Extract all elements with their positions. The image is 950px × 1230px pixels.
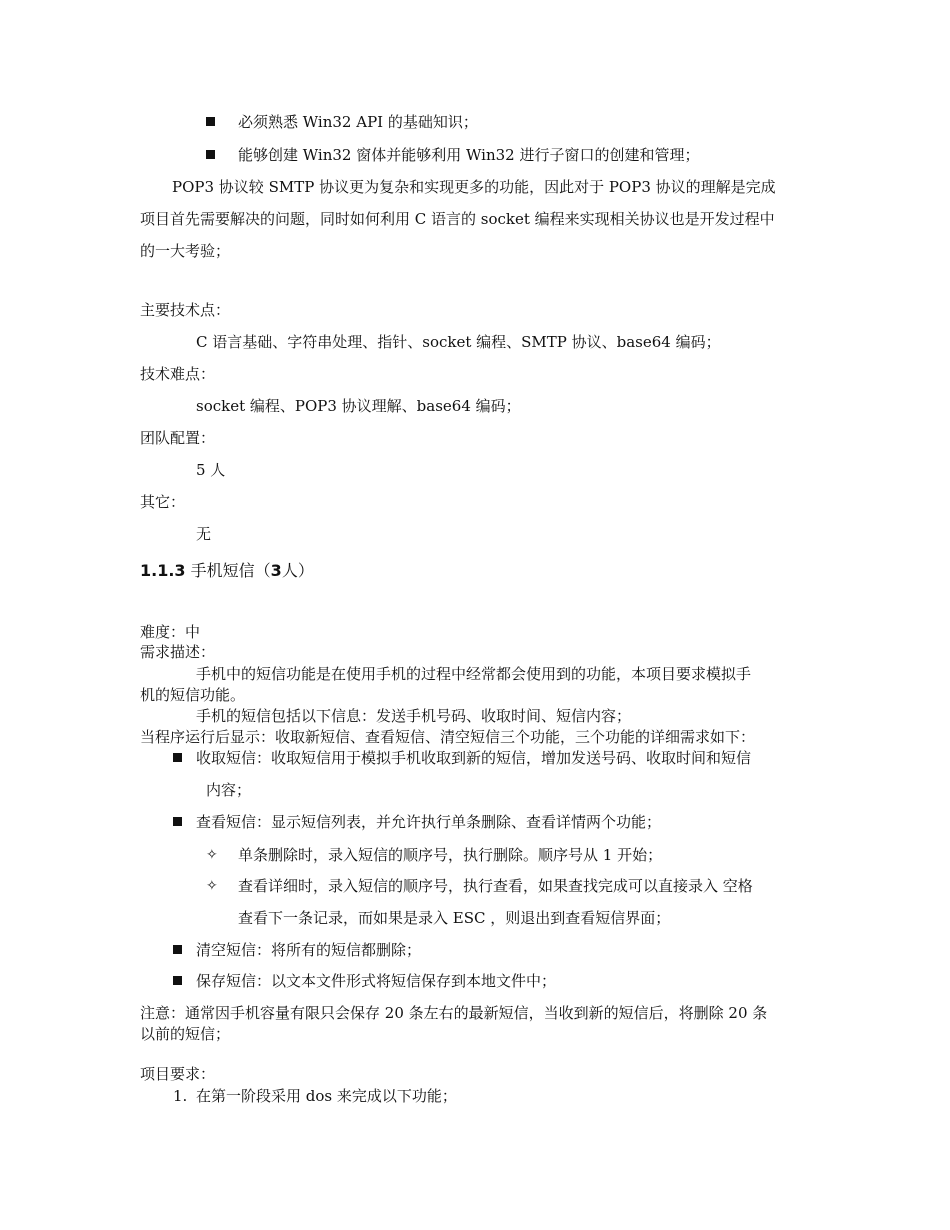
feature-receive-cont: 内容； <box>206 781 252 799</box>
paragraph-line: 手机中的短信功能是在使用手机的过程中经常都会使用到的功能，本项目要求模拟手 <box>196 665 752 683</box>
bullet-square-icon <box>173 812 185 832</box>
paragraph-line: 机的短信功能。 <box>140 686 246 704</box>
section-count: 3 <box>270 561 282 580</box>
feature-view-delete: 单条删除时，录入短信的顺序号，执行删除。顺序号从 1 开始； <box>238 846 663 864</box>
paragraph-line: 手机的短信包括以下信息：发送手机号码、收取时间、短信内容； <box>196 707 632 725</box>
difficulty-label: 技术难点： <box>140 365 216 383</box>
section-heading <box>140 561 314 581</box>
bullet-square-icon <box>173 748 185 768</box>
bullet-square-icon <box>173 971 185 991</box>
difficulty-value: socket 编程、POP3 协议理解、base64 编码； <box>196 397 521 415</box>
feature-receive: 收取短信：收取短信用于模拟手机收取到新的短信，增加发送号码、收取时间和短信 <box>196 749 752 767</box>
feature-view-detail: 查看详细时，录入短信的顺序号，执行查看，如果查找完成可以直接录入 空格 <box>238 877 753 895</box>
other-value: 无 <box>196 525 212 543</box>
section-title-post: 人） <box>281 561 314 580</box>
feature-view: 查看短信：显示短信列表，并允许执行单条删除、查看详情两个功能； <box>196 813 662 831</box>
requirements-label: 需求描述： <box>140 643 216 661</box>
bullet-square-icon <box>173 940 185 960</box>
section-number: 1.1.3 <box>140 561 186 580</box>
paragraph-line: POP3 协议较 SMTP 协议更为复杂和实现更多的功能，因此对于 POP3 协议的理解是完成 <box>172 178 776 196</box>
team-label: 团队配置： <box>140 429 216 447</box>
list-number: 1. <box>173 1087 188 1105</box>
bullet-square-icon <box>206 112 218 132</box>
feature-save: 保存短信：以文本文件形式将短信保存到本地文件中； <box>196 972 557 990</box>
project-requirements-label: 项目要求： <box>140 1065 216 1083</box>
note-line: 注意：通常因手机容量有限只会保存 20 条左右的最新短信，当收到新的短信后，将删除 20 条 <box>140 1004 768 1022</box>
team-value: 5 人 <box>196 461 226 479</box>
feature-view-detail-cont: 查看下一条记录，而如果是录入 ESC ，则退出到查看短信界面； <box>238 909 671 927</box>
tech-points-value: C 语言基础、字符串处理、指针、socket 编程、SMTP 协议、base64 编码； <box>196 333 721 351</box>
other-label: 其它： <box>140 493 186 511</box>
section-title-pre: 手机短信（ <box>190 561 271 580</box>
tech-points-label: 主要技术点： <box>140 301 231 319</box>
difficulty-level: 难度：中 <box>140 623 201 641</box>
list-item: 在第一阶段采用 dos 来完成以下功能； <box>196 1087 457 1105</box>
bullet-square-icon <box>206 145 218 165</box>
diamond-bullet-icon: ✧ <box>206 847 218 863</box>
bullet-text: 必须熟悉 Win32 API 的基础知识； <box>238 113 478 131</box>
bullet-text: 能够创建 Win32 窗体并能够利用 Win32 进行子窗口的创建和管理； <box>238 146 700 164</box>
paragraph-line: 当程序运行后显示：收取新短信、查看短信、清空短信三个功能，三个功能的详细需求如下： <box>140 728 756 746</box>
note-line: 以前的短信； <box>140 1025 231 1043</box>
paragraph-line: 的一大考验； <box>140 242 231 260</box>
diamond-bullet-icon: ✧ <box>206 878 218 894</box>
feature-clear: 清空短信：将所有的短信都删除； <box>196 941 422 959</box>
paragraph-line: 项目首先需要解决的问题，同时如何利用 C 语言的 socket 编程来实现相关协议也是开发过程中 <box>140 210 775 228</box>
